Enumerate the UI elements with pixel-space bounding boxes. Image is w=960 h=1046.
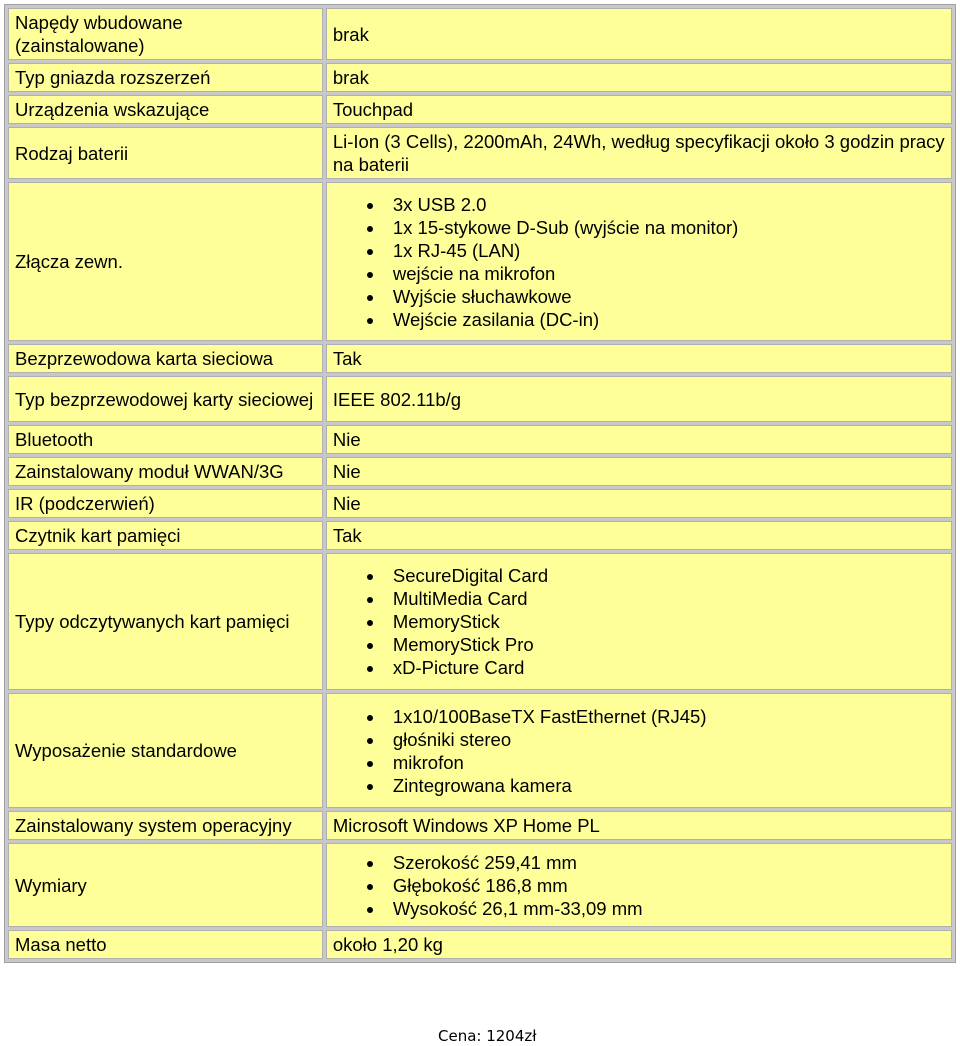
spec-value-list-item: • MultiMedia Card bbox=[385, 587, 945, 610]
spec-label: Bezprzewodowa karta sieciowa bbox=[8, 344, 323, 373]
spec-label: Rodzaj baterii bbox=[8, 127, 323, 179]
spec-value bbox=[326, 182, 952, 341]
spec-value: Tak bbox=[326, 344, 952, 373]
spec-label: Napędy wbudowane (zainstalowane) bbox=[8, 8, 323, 60]
spec-value-list-item: • MemoryStick Pro bbox=[385, 633, 945, 656]
spec-value: brak bbox=[326, 8, 952, 60]
spec-value: Microsoft Windows XP Home PL bbox=[326, 811, 952, 840]
spec-label: Czytnik kart pamięci bbox=[8, 521, 323, 550]
spec-value-list-item: • Wyjście słuchawkowe bbox=[385, 285, 945, 308]
spec-value: Nie bbox=[326, 425, 952, 454]
spec-row bbox=[8, 127, 952, 179]
spec-value: brak bbox=[326, 63, 952, 92]
spec-value-list-item: • Głębokość 186,8 mm bbox=[385, 874, 945, 897]
spec-table-body bbox=[8, 8, 952, 959]
spec-value: Nie bbox=[326, 489, 952, 518]
spec-value-list-item: • 1x10/100BaseTX FastEthernet (RJ45) bbox=[385, 705, 945, 728]
price-note: Cena: 1204zł bbox=[438, 1027, 537, 1045]
spec-row bbox=[8, 344, 952, 373]
spec-row bbox=[8, 8, 952, 60]
spec-label: Wymiary bbox=[8, 843, 323, 927]
spec-value-list-item: • Zintegrowana kamera bbox=[385, 774, 945, 797]
spec-row bbox=[8, 930, 952, 959]
spec-table bbox=[4, 4, 956, 963]
spec-row bbox=[8, 182, 952, 341]
spec-row bbox=[8, 425, 952, 454]
spec-value bbox=[326, 843, 952, 927]
spec-value: IEEE 802.11b/g bbox=[326, 376, 952, 422]
spec-row bbox=[8, 521, 952, 550]
spec-value-list bbox=[333, 564, 945, 679]
spec-value-list-item: • Wejście zasilania (DC-in) bbox=[385, 308, 945, 331]
spec-row bbox=[8, 63, 952, 92]
spec-label: Typy odczytywanych kart pamięci bbox=[8, 553, 323, 690]
spec-value-list-item: • 1x 15-stykowe D-Sub (wyjście na monitor) bbox=[385, 216, 945, 239]
spec-value-list-item: • 3x USB 2.0 bbox=[385, 193, 945, 216]
spec-row bbox=[8, 693, 952, 808]
spec-value: Touchpad bbox=[326, 95, 952, 124]
spec-label: Typ gniazda rozszerzeń bbox=[8, 63, 323, 92]
spec-value: Li-Ion (3 Cells), 2200mAh, 24Wh, według specyfikacji około 3 godzin pracy na baterii bbox=[326, 127, 952, 179]
spec-label: Zainstalowany moduł WWAN/3G bbox=[8, 457, 323, 486]
spec-value-list-item: • MemoryStick bbox=[385, 610, 945, 633]
spec-label: Wyposażenie standardowe bbox=[8, 693, 323, 808]
spec-label: Złącza zewn. bbox=[8, 182, 323, 341]
spec-value-list bbox=[333, 705, 945, 797]
spec-value-list bbox=[333, 193, 945, 331]
spec-row bbox=[8, 95, 952, 124]
spec-value-list-item: • wejście na mikrofon bbox=[385, 262, 945, 285]
spec-row bbox=[8, 553, 952, 690]
spec-value-list bbox=[333, 851, 945, 920]
spec-row bbox=[8, 489, 952, 518]
spec-label: Typ bezprzewodowej karty sieciowej bbox=[8, 376, 323, 422]
spec-row bbox=[8, 811, 952, 840]
spec-row bbox=[8, 843, 952, 927]
spec-value: Nie bbox=[326, 457, 952, 486]
spec-row bbox=[8, 457, 952, 486]
spec-value: około 1,20 kg bbox=[326, 930, 952, 959]
spec-value-list-item: • Szerokość 259,41 mm bbox=[385, 851, 945, 874]
spec-value bbox=[326, 693, 952, 808]
spec-label: Zainstalowany system operacyjny bbox=[8, 811, 323, 840]
spec-value-list-item: • mikrofon bbox=[385, 751, 945, 774]
spec-row bbox=[8, 376, 952, 422]
spec-value-list-item: • Wysokość 26,1 mm-33,09 mm bbox=[385, 897, 945, 920]
spec-label: Urządzenia wskazujące bbox=[8, 95, 323, 124]
spec-value bbox=[326, 553, 952, 690]
spec-label: Masa netto bbox=[8, 930, 323, 959]
spec-label: Bluetooth bbox=[8, 425, 323, 454]
spec-value-list-item: • SecureDigital Card bbox=[385, 564, 945, 587]
spec-value-list-item: • xD-Picture Card bbox=[385, 656, 945, 679]
spec-value: Tak bbox=[326, 521, 952, 550]
spec-label: IR (podczerwień) bbox=[8, 489, 323, 518]
spec-value-list-item: • głośniki stereo bbox=[385, 728, 945, 751]
spec-value-list-item: • 1x RJ-45 (LAN) bbox=[385, 239, 945, 262]
